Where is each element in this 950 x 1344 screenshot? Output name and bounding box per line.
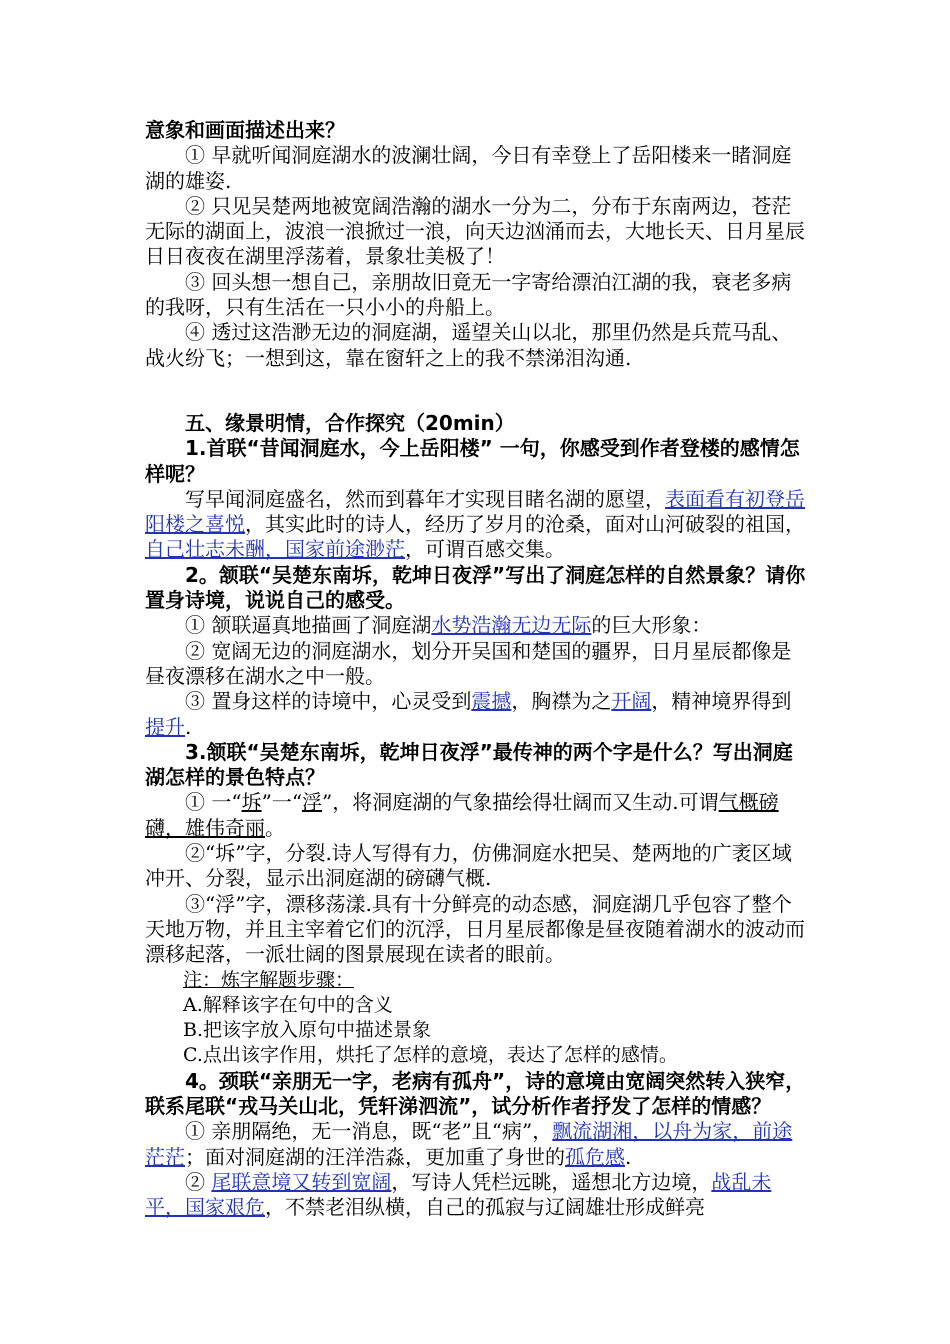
answer-1: 写早闻洞庭盛名，然而到暮年才实现目睹名湖的愿望，表面看有初登岳阳楼之喜悦，其实此时的诗人，经历了岁月的沧桑，面对山河破裂的祖国，自己壮志未酬，国家前途渺茫，可谓百感交集。 [145,486,805,562]
translation-4: ④ 透过这浩渺无边的洞庭湖，遥望关山以北，那里仍然是兵荒马乱、战火纷飞；一想到这，靠在窗轩之上的我不禁涕泪沟通. [145,320,792,370]
translation-2: ② 只见吴楚两地被宽阔浩瀚的湖水一分为二，分布于东南两边，苍茫无际的湖面上，波浪一浪掀过一浪，向天边汹涌而去，大地长天、日月星辰日日夜夜在湖里浮荡着，景象壮美极了！ [145,193,805,269]
highlight-link[interactable]: 尾联意境又转到宽阔 [211,1169,392,1194]
highlight-link[interactable]: 表面看有初登岳阳楼之喜悦 [145,486,805,537]
answer-4-2: ② 尾联意境又转到宽阔，写诗人凭栏远眺，遥想北方边境，战乱未平，国家艰危，不禁老泪纵横，自己的孤寂与辽阔雄壮形成鲜亮 [145,1169,772,1220]
highlight-link[interactable]: 自己壮志未酬，国家前途渺茫 [145,537,405,562]
answer-3-1: ① 一“坼”一“浮”，将洞庭湖的气象描绘得壮阔而又生动.可谓气概磅礴，雄伟奇丽。 [145,790,779,840]
underlined-text: 坼 [241,790,262,815]
answer-2-2: ② 宽阔无边的洞庭湖水，划分开吴国和楚国的疆界，日月星辰都像是昼夜漂移在湖水之中一般。 [145,638,792,688]
answer-3-3: ③“浮”字，漂移荡漾.具有十分鲜亮的动态感，洞庭湖几乎包容了整个天地万物，并且主宰着它们的沉浮，日月星辰都像是昼夜随着湖水的波动而漂移起落，一派壮阔的图景展现在读者的眼前。 [145,891,805,967]
translation-1: ① 早就听闻洞庭湖水的波澜壮阔，今日有幸登上了岳阳楼来一睹洞庭湖的雄姿. [145,143,792,193]
answer-4-1: ① 亲朋隔绝，无一消息，既“老”且“病”，飘流湖湘，以舟为家，前途茫茫；面对洞庭湖的汪洋浩淼，更加重了身世的孤危感. [145,1119,793,1169]
translation-3: ③ 回头想一想自己，亲朋故旧竟无一字寄给漂泊江湖的我，衰老多病的我呀，只有生活在一只小小的舟船上。 [145,269,792,320]
highlight-link[interactable]: 震撼 [471,689,512,714]
answer-3-2: ②“坼”字，分裂.诗人写得有力，仿佛洞庭水把吴、楚两地的广袤区域冲开、分裂，显示出洞庭湖的磅礴气概. [145,841,792,891]
note-step-c: C.点出该字作用，烘托了怎样的意境，表达了怎样的感情。 [183,1044,678,1067]
highlight-link[interactable]: 战乱未平，国家艰危 [145,1169,772,1220]
answer-2-3: ③ 置身这样的诗境中，心灵受到震撼，胸襟为之开阔，精神境界得到提升. [145,689,792,739]
underlined-text: 浮 [302,790,323,815]
document-page [145,118,810,1220]
note-step-a: A.解释该字在句中的含义 [183,993,393,1016]
highlight-link[interactable]: 孤危感 [565,1144,625,1169]
highlight-link[interactable]: 提升 [145,714,185,739]
question-2: 2。颔联“吴楚东南坼，乾坤日夜浮”写出了洞庭怎样的自然景象？请你置身诗境，说说自己的感受。 [145,562,806,613]
note-step-b: B.把该字放入原句中描述景象 [183,1019,432,1042]
question-continuation: 意象和画面描述出来？ [145,118,345,142]
question-1: 1.首联“昔闻洞庭水，今上岳阳楼” 一句，你感受到作者登楼的感情怎样呢？ [145,436,800,486]
highlight-link[interactable]: 飘流湖湘，以舟为家，前途茫茫 [145,1119,793,1169]
question-3: 3.颔联“吴楚东南坼，乾坤日夜浮”最传神的两个字是什么？写出洞庭湖怎样的景色特点？ [145,739,793,790]
highlight-link[interactable]: 水势浩瀚无边无际 [431,613,592,638]
section-title: 五、缘景明情，合作探究（20min） [185,410,515,435]
answer-2-1: ① 颔联逼真地描画了洞庭湖水势浩瀚无边无际的巨大形象： [185,613,712,638]
note-title: 注：炼字解题步骤： [183,968,355,991]
underlined-text: 气概磅礴，雄伟奇丽 [145,790,779,840]
highlight-link[interactable]: 开阔 [611,689,652,714]
section-gap [145,371,810,411]
question-4: 4。颈联“亲朋无一字，老病有孤舟”，诗的意境由宽阔突然转入狭窄，联系尾联“戎马关山北，凭轩涕泗流”，试分析作者抒发了怎样的情感？ [145,1068,806,1118]
